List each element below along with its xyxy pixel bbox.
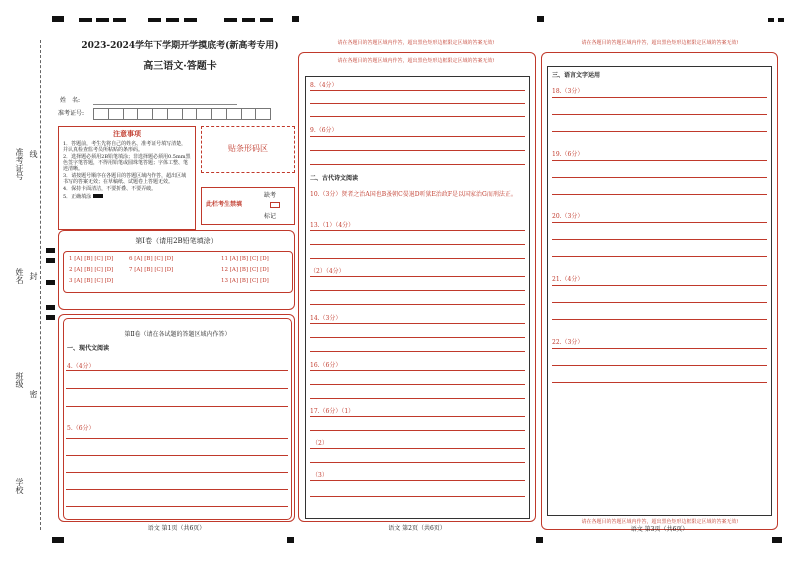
- answer-line[interactable]: [310, 90, 525, 91]
- part2-title: 第Ⅱ卷（请在各试题的答题区域内作答）: [124, 331, 231, 338]
- page-warning: 请在各题目的答题区域内作答，超出黑色矩形边框限定区域的答案无效!: [581, 519, 739, 525]
- choice-row[interactable]: 6 [A] [B] [C] [D]: [129, 256, 174, 262]
- timing-mark: [536, 537, 543, 543]
- answer-line[interactable]: [310, 480, 525, 481]
- margin-label-class: 班级: [15, 372, 24, 388]
- answer-line[interactable]: [552, 114, 767, 115]
- timing-mark: [292, 16, 299, 22]
- timing-mark: [184, 18, 197, 22]
- notice-item-correct: 5．正确填涂: [63, 194, 191, 200]
- choice-row[interactable]: 2 [A] [B] [C] [D]: [69, 267, 114, 273]
- answer-line[interactable]: [310, 304, 525, 305]
- question-text: 10.（3分）贤者之治A国也B蚤朝C晏退D听狱E治政F是以国家治G而刑法正。: [310, 191, 517, 198]
- timing-mark: [79, 18, 92, 22]
- answer-line[interactable]: [310, 351, 525, 352]
- margin-label-line: 线: [29, 150, 38, 158]
- answer-line[interactable]: [310, 323, 525, 324]
- answer-line[interactable]: [310, 150, 525, 151]
- choice-row[interactable]: 11 [A] [B] [C] [D]: [221, 256, 269, 262]
- answer-line[interactable]: [552, 160, 767, 161]
- notice-item: 2．选择题必须用2B铅笔填涂；非选择题必须用0.5mm黑色签字笔答题，不得用铅笔或圆珠笔答题；字体工整、笔迹清晰。: [63, 154, 191, 172]
- name-field[interactable]: [93, 104, 237, 105]
- notice-item: 4．保持卡面清洁，不要折叠、不要弄破。: [63, 186, 157, 192]
- timing-mark: [242, 18, 255, 22]
- id-label: 准考证号:: [58, 110, 85, 117]
- choice-row[interactable]: 12 [A] [B] [C] [D]: [221, 267, 269, 273]
- timing-mark: [46, 248, 55, 253]
- answer-line[interactable]: [552, 365, 767, 366]
- answer-line[interactable]: [310, 290, 525, 291]
- answer-line[interactable]: [310, 258, 525, 259]
- page-warning: 请在各题目的答题区域内作答，超出黑色矩形边框限定区域的答案无效!: [337, 58, 495, 64]
- page-title: 2023-2024学年下学期开学摸底考(新高考专用): [81, 41, 279, 51]
- page-warning: 请在各题目的答题区域内作答，超出黑色矩形边框限定区域的答案无效!: [581, 40, 739, 46]
- timing-mark: [772, 537, 782, 543]
- question-label: （2）（4分）: [310, 268, 345, 275]
- timing-mark: [287, 537, 294, 543]
- answer-line[interactable]: [310, 496, 525, 497]
- answer-line[interactable]: [66, 472, 288, 473]
- page-warning: 请在各题目的答题区域内作答，超出黑色矩形边框限定区域的答案无效!: [337, 40, 495, 46]
- answer-line[interactable]: [310, 276, 525, 277]
- answer-line[interactable]: [66, 370, 288, 371]
- answer-line[interactable]: [310, 164, 525, 165]
- answer-line[interactable]: [310, 244, 525, 245]
- absent-title: 缺考: [264, 192, 277, 199]
- notice-item: 1．答题前，考生先将自己的姓名、准考证号填写清楚，并认真检查监考员所粘贴的条形码。: [63, 141, 187, 153]
- answer-line[interactable]: [552, 256, 767, 257]
- question-label: 13.（1）（4分）: [310, 222, 355, 229]
- answer-line[interactable]: [310, 448, 525, 449]
- section-heading: 三、语言文字运用: [552, 72, 601, 79]
- answer-line[interactable]: [552, 239, 767, 240]
- notice-box: [58, 126, 196, 230]
- answer-line[interactable]: [310, 103, 525, 104]
- absent-checkbox[interactable]: [270, 202, 280, 208]
- timing-mark: [46, 258, 55, 263]
- section-heading: 一、现代文阅读: [67, 345, 110, 352]
- timing-mark: [148, 18, 161, 22]
- choice-row[interactable]: 13 [A] [B] [C] [D]: [221, 278, 269, 284]
- answer-line[interactable]: [552, 319, 767, 320]
- timing-mark: [113, 18, 126, 22]
- name-label: 姓 名:: [60, 97, 81, 104]
- question-label: （3）: [312, 472, 328, 479]
- part1-title: 第Ⅰ卷（请用2B铅笔填涂）: [135, 237, 218, 245]
- barcode-label: 贴条形码区: [228, 144, 268, 153]
- answer-line[interactable]: [66, 388, 288, 389]
- question-label: 8.（4分）: [310, 82, 338, 89]
- barcode-area: [201, 126, 295, 173]
- margin-label-school: 学校: [15, 478, 24, 494]
- choice-row[interactable]: 3 [A] [B] [C] [D]: [69, 278, 114, 284]
- timing-mark: [224, 18, 237, 22]
- answer-line[interactable]: [552, 222, 767, 223]
- page3-inner: [547, 66, 772, 516]
- timing-mark: [52, 537, 64, 543]
- timing-mark: [46, 280, 55, 285]
- page-footer: 语文 第3页（共6页）: [630, 526, 689, 533]
- timing-mark: [537, 16, 544, 22]
- margin-label-seal: 封: [29, 272, 38, 280]
- timing-mark: [96, 18, 109, 22]
- page-subtitle: 高三语文·答题卡: [143, 61, 217, 72]
- id-boxes[interactable]: [93, 108, 271, 120]
- timing-mark: [778, 18, 784, 22]
- answer-line[interactable]: [552, 131, 767, 132]
- answer-line[interactable]: [310, 230, 525, 231]
- answer-line[interactable]: [310, 430, 525, 431]
- answer-line[interactable]: [310, 462, 525, 463]
- answer-line[interactable]: [310, 398, 525, 399]
- answer-line[interactable]: [66, 506, 288, 507]
- answer-line[interactable]: [552, 302, 767, 303]
- section-heading: 二、古代诗文阅读: [310, 175, 359, 182]
- answer-line[interactable]: [66, 455, 288, 456]
- timing-mark: [46, 315, 55, 320]
- question-label: 19.（6分）: [552, 151, 584, 158]
- margin-label-name: 姓名: [15, 268, 24, 284]
- answer-line[interactable]: [310, 136, 525, 137]
- answer-line[interactable]: [66, 406, 288, 407]
- part2-box: [58, 314, 295, 522]
- timing-mark: [52, 16, 64, 22]
- timing-mark: [46, 305, 55, 310]
- answer-line[interactable]: [552, 382, 767, 383]
- timing-mark: [768, 18, 774, 22]
- answer-line[interactable]: [310, 416, 525, 417]
- question-label: 4.（4分）: [67, 363, 95, 370]
- answer-line[interactable]: [552, 177, 767, 178]
- timing-mark: [260, 18, 273, 22]
- answer-line[interactable]: [66, 489, 288, 490]
- question-label: 17.（6分）（1）: [310, 408, 355, 415]
- question-label: （2）: [312, 440, 328, 447]
- answer-line[interactable]: [310, 384, 525, 385]
- binding-line: [40, 40, 41, 530]
- timing-mark: [166, 18, 179, 22]
- part1-box: [58, 230, 295, 310]
- question-label: 21.（4分）: [552, 276, 584, 283]
- answer-line[interactable]: [552, 97, 767, 98]
- question-label: 5.（6分）: [67, 425, 95, 432]
- choice-row[interactable]: 1 [A] [B] [C] [D]: [69, 256, 114, 262]
- question-label: 22.（3分）: [552, 339, 584, 346]
- absent-box: [201, 187, 295, 225]
- page-footer: 语文 第1页（共6页）: [147, 525, 206, 532]
- notice-item: 3．请按题号顺序在各题目的答题区域内作答，超出区域书写的答案无效；在草稿纸、试题卷上答题无效。: [63, 173, 187, 185]
- question-label: 18.（3分）: [552, 88, 584, 95]
- absent-mark-label: 标记: [264, 213, 277, 220]
- answer-line[interactable]: [552, 348, 767, 349]
- answer-line[interactable]: [310, 370, 525, 371]
- question-label: 16.（6分）: [310, 362, 342, 369]
- page2-inner: [305, 76, 530, 519]
- margin-label-dense: 密: [29, 390, 38, 398]
- question-label: 14.（3分）: [310, 315, 342, 322]
- answer-line[interactable]: [310, 116, 525, 117]
- answer-line[interactable]: [310, 337, 525, 338]
- page-footer: 语文 第2页（共6页）: [388, 525, 446, 532]
- answer-line[interactable]: [552, 285, 767, 286]
- absent-label: 此栏考生禁填: [206, 201, 243, 208]
- margin-label-zhunkao: 准考证号: [15, 148, 24, 180]
- answer-line[interactable]: [552, 194, 767, 195]
- answer-line[interactable]: [66, 438, 288, 439]
- question-label: 20.（3分）: [552, 213, 584, 220]
- notice-title: 注意事项: [113, 129, 141, 138]
- question-label: 9.（6分）: [310, 127, 338, 134]
- choice-row[interactable]: 7 [A] [B] [C] [D]: [129, 267, 174, 273]
